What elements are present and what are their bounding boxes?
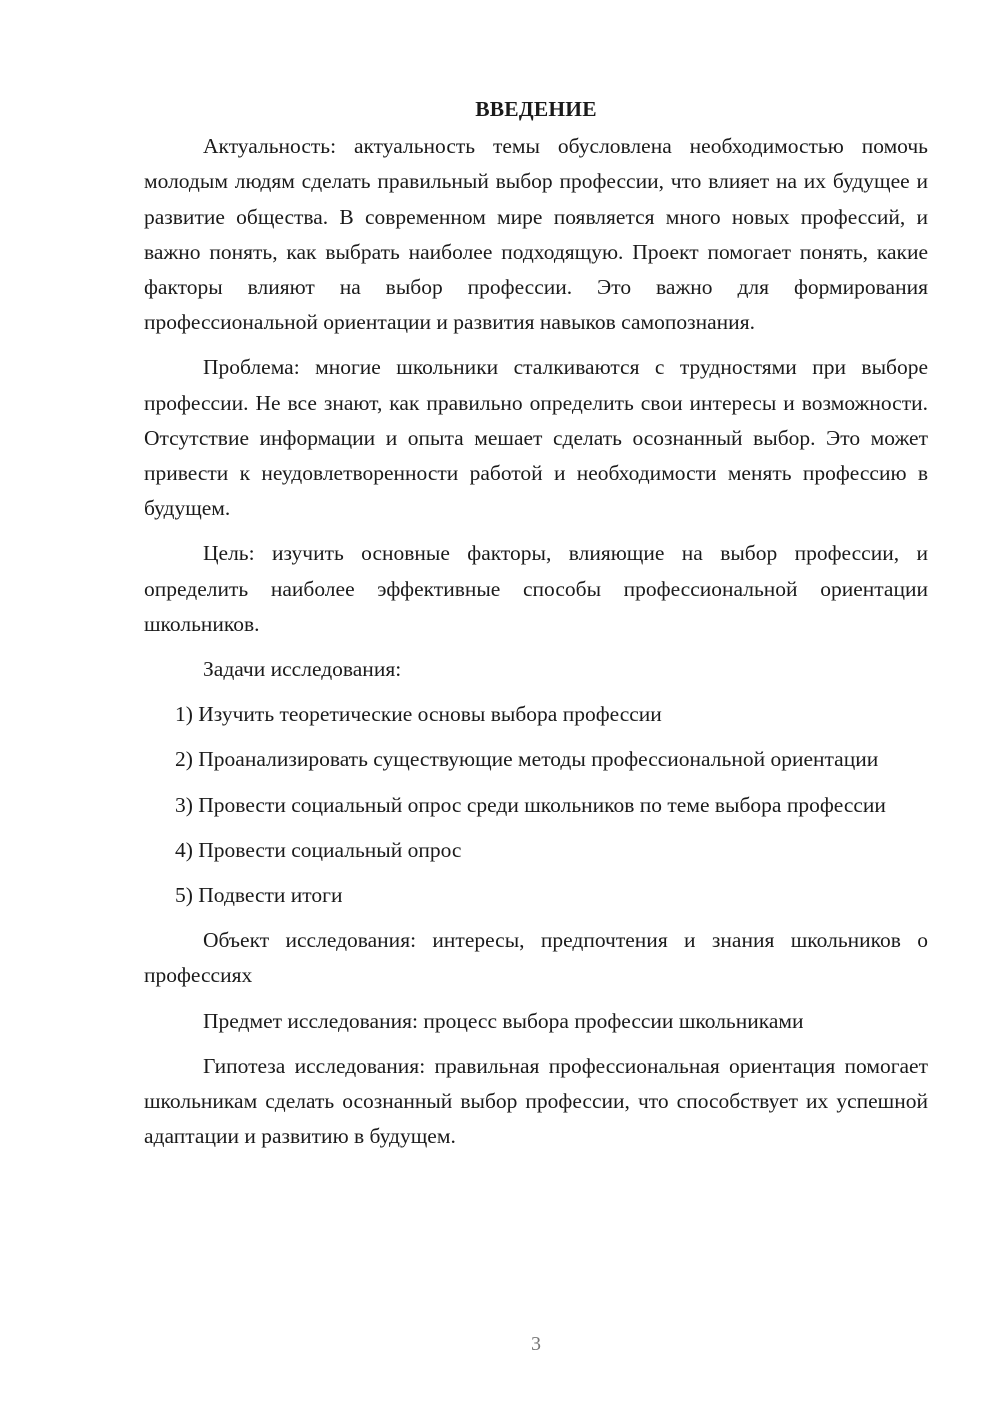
- task-item: 2) Проанализировать существующие методы профессиональной ориентации: [175, 747, 879, 772]
- page-title: ВВЕДЕНИЕ: [475, 97, 597, 121]
- page-number: 3: [531, 1333, 541, 1355]
- task-item: 3) Провести социальный опрос среди школьников по теме выбора профессии: [175, 792, 886, 817]
- goal-paragraph: Цель: изучить основные факторы, влияющие на выбор профессии, и определить наиболее эффективные способы профессиональной ориентации школьников.: [144, 541, 928, 636]
- task-item: 5) Подвести итоги: [175, 883, 343, 908]
- object-paragraph: Объект исследования: интересы, предпочтения и знания школьников о профессиях: [144, 928, 928, 988]
- relevance-paragraph: Актуальность: актуальность темы обусловлена необходимостью помочь молодым людям сделать правильный выбор профессии, что влияет на их будущее и развитие общества. В современном мире появляется много новых профессий, и важно понять, как выбрать наиболее подходящую. Проект помогает понять, какие факторы влияют на выбор профессии. Это важно для формирования профессиональной ориентации и развития навыков самопознания.: [144, 134, 928, 335]
- hypothesis-paragraph: Гипотеза исследования: правильная профессиональная ориентация помогает школьникам сделать осознанный выбор профессии, что способствует их успешной адаптации и развитию в будущем.: [144, 1053, 928, 1149]
- problem-paragraph: Проблема: многие школьники сталкиваются с трудностями при выборе профессии. Не все знают, как правильно определить свои интересы и возможности. Отсутствие информации и опыта мешает сделать осознанный выбор. Это может привести к неудовлетворенности работой и необходимости менять профессию в будущем.: [144, 355, 928, 521]
- subject-paragraph: Предмет исследования: процесс выбора профессии школьниками: [203, 1008, 804, 1033]
- tasks-heading: Задачи исследования:: [203, 657, 402, 682]
- document-page: [144, 92, 928, 1164]
- task-item: 1) Изучить теоретические основы выбора профессии: [175, 702, 662, 727]
- task-item: 4) Провести социальный опрос: [175, 837, 462, 862]
